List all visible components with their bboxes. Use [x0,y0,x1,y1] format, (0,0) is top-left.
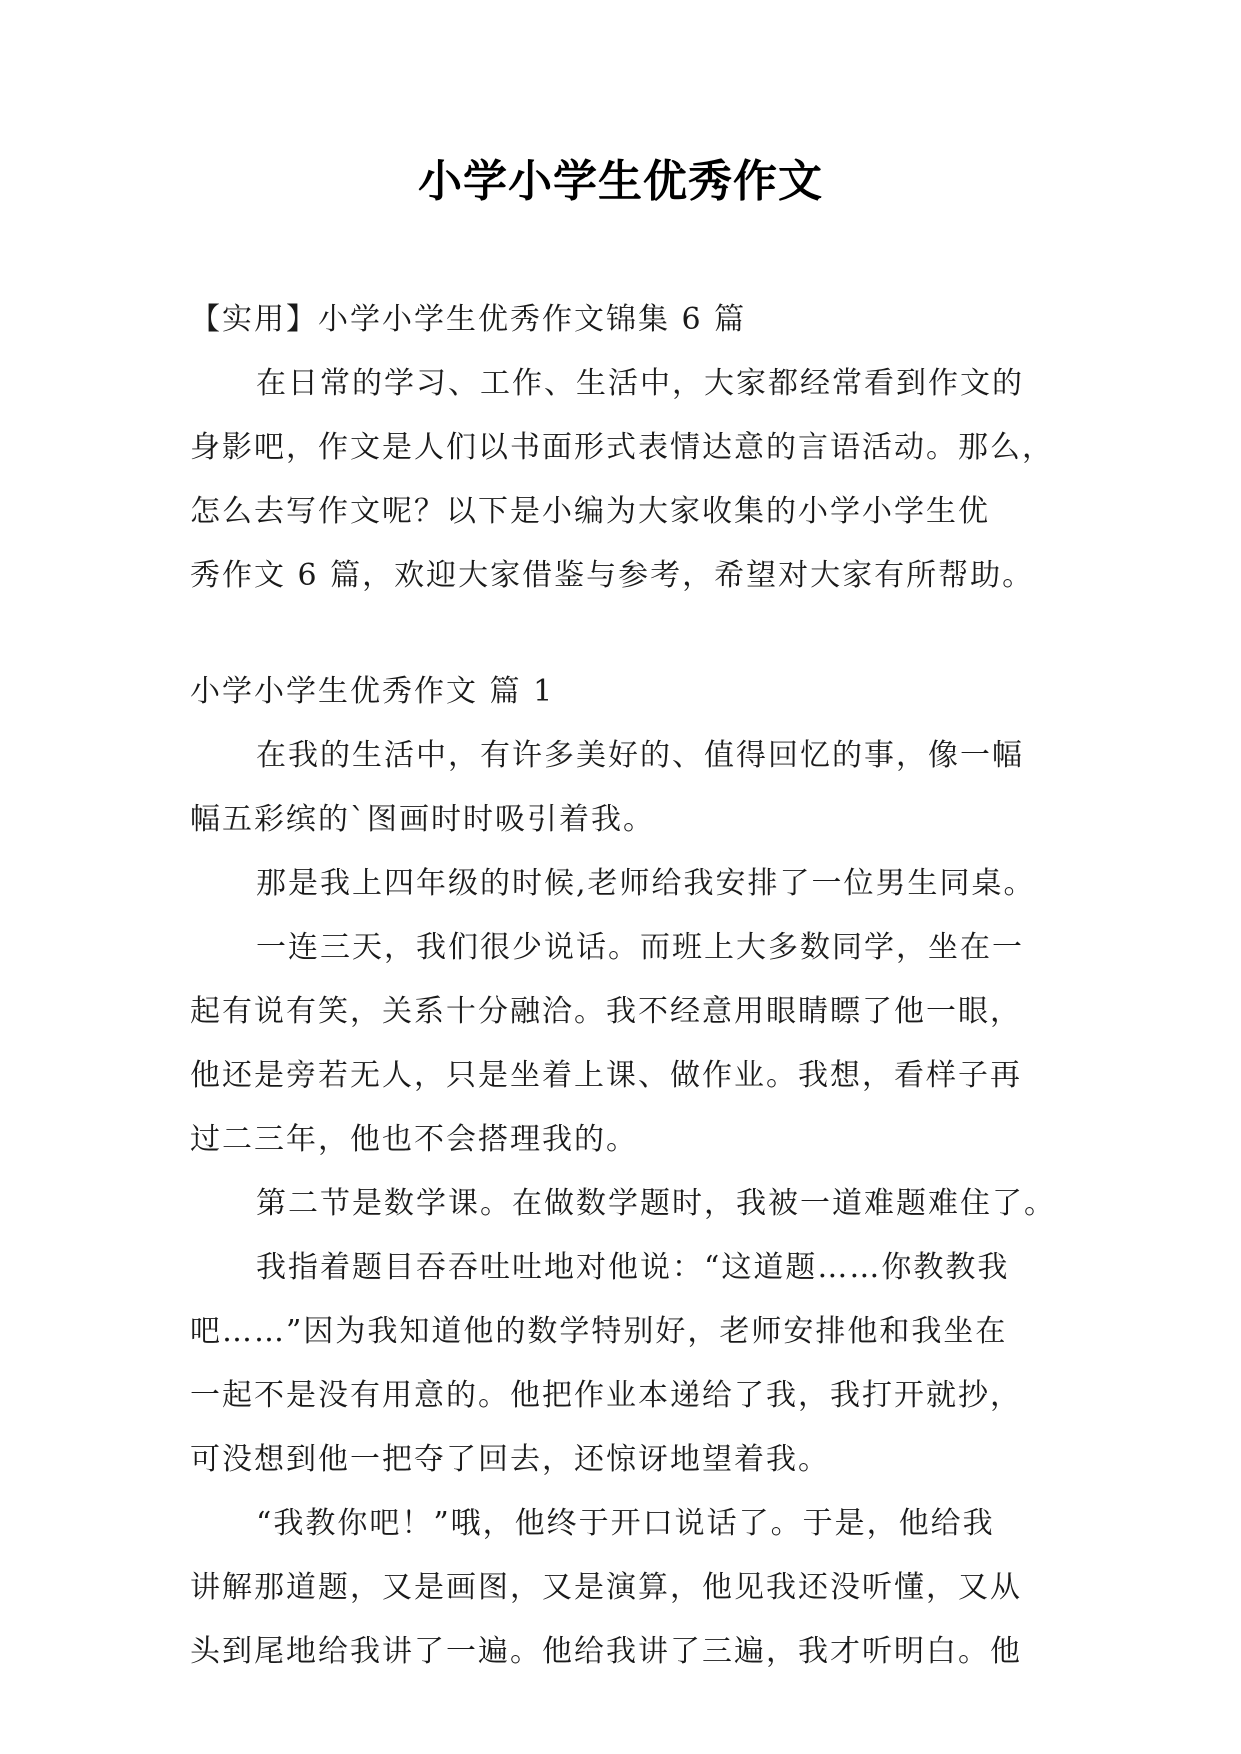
section-heading: 小学小学生优秀作文 篇 1 [190,674,555,709]
essay-line: 第二节是数学课。在做数学题时，我被一道难题难住了。 [256,1186,1056,1221]
intro-line: 在日常的学习、工作、生活中，大家都经常看到作文的 [256,366,1024,401]
essay-line: 幅五彩缤的`图画时时吸引着我。 [190,802,655,837]
intro-line: 秀作文 6 篇，欢迎大家借鉴与参考，希望对大家有所帮助。 [190,558,1035,593]
essay-line: 头到尾地给我讲了一遍。他给我讲了三遍，我才听明白。他 [190,1634,1022,1669]
essay-line: 一连三天，我们很少说话。而班上大多数同学，坐在一 [256,930,1024,965]
intro-line: 身影吧，作文是人们以书面形式表情达意的言语活动。那么， [190,430,1054,465]
essay-line: 那是我上四年级的时候,老师给我安排了一位男生同桌。 [256,866,1036,901]
essay-line: 我指着题目吞吞吐吐地对他说：“这道题……你教教我 [256,1250,1010,1285]
subtitle-line: 【实用】小学小学生优秀作文锦集 6 篇 [190,302,747,337]
essay-line: 他还是旁若无人，只是坐着上课、做作业。我想，看样子再 [190,1058,1022,1093]
document-title: 小学小学生优秀作文 [418,156,823,207]
essay-line: 吧……”因为我知道他的数学特别好，老师安排他和我坐在 [190,1314,1008,1349]
essay-line: 过二三年，他也不会搭理我的。 [190,1122,638,1157]
intro-line: 怎么去写作文呢？以下是小编为大家收集的小学小学生优 [190,494,990,529]
essay-line: 在我的生活中，有许多美好的、值得回忆的事，像一幅 [256,738,1024,773]
essay-line: “我教你吧！”哦，他终于开口说话了。于是，他给我 [256,1506,995,1541]
essay-line: 讲解那道题，又是画图，又是演算，他见我还没听懂，又从 [190,1570,1022,1605]
essay-line: 起有说有笑，关系十分融洽。我不经意用眼睛瞟了他一眼， [190,994,1022,1029]
document-body [190,288,1060,1684]
essay-line: 可没想到他一把夺了回去，还惊讶地望着我。 [190,1442,830,1477]
paragraph-gap [190,608,1060,660]
essay-line: 一起不是没有用意的。他把作业本递给了我，我打开就抄， [190,1378,1022,1413]
